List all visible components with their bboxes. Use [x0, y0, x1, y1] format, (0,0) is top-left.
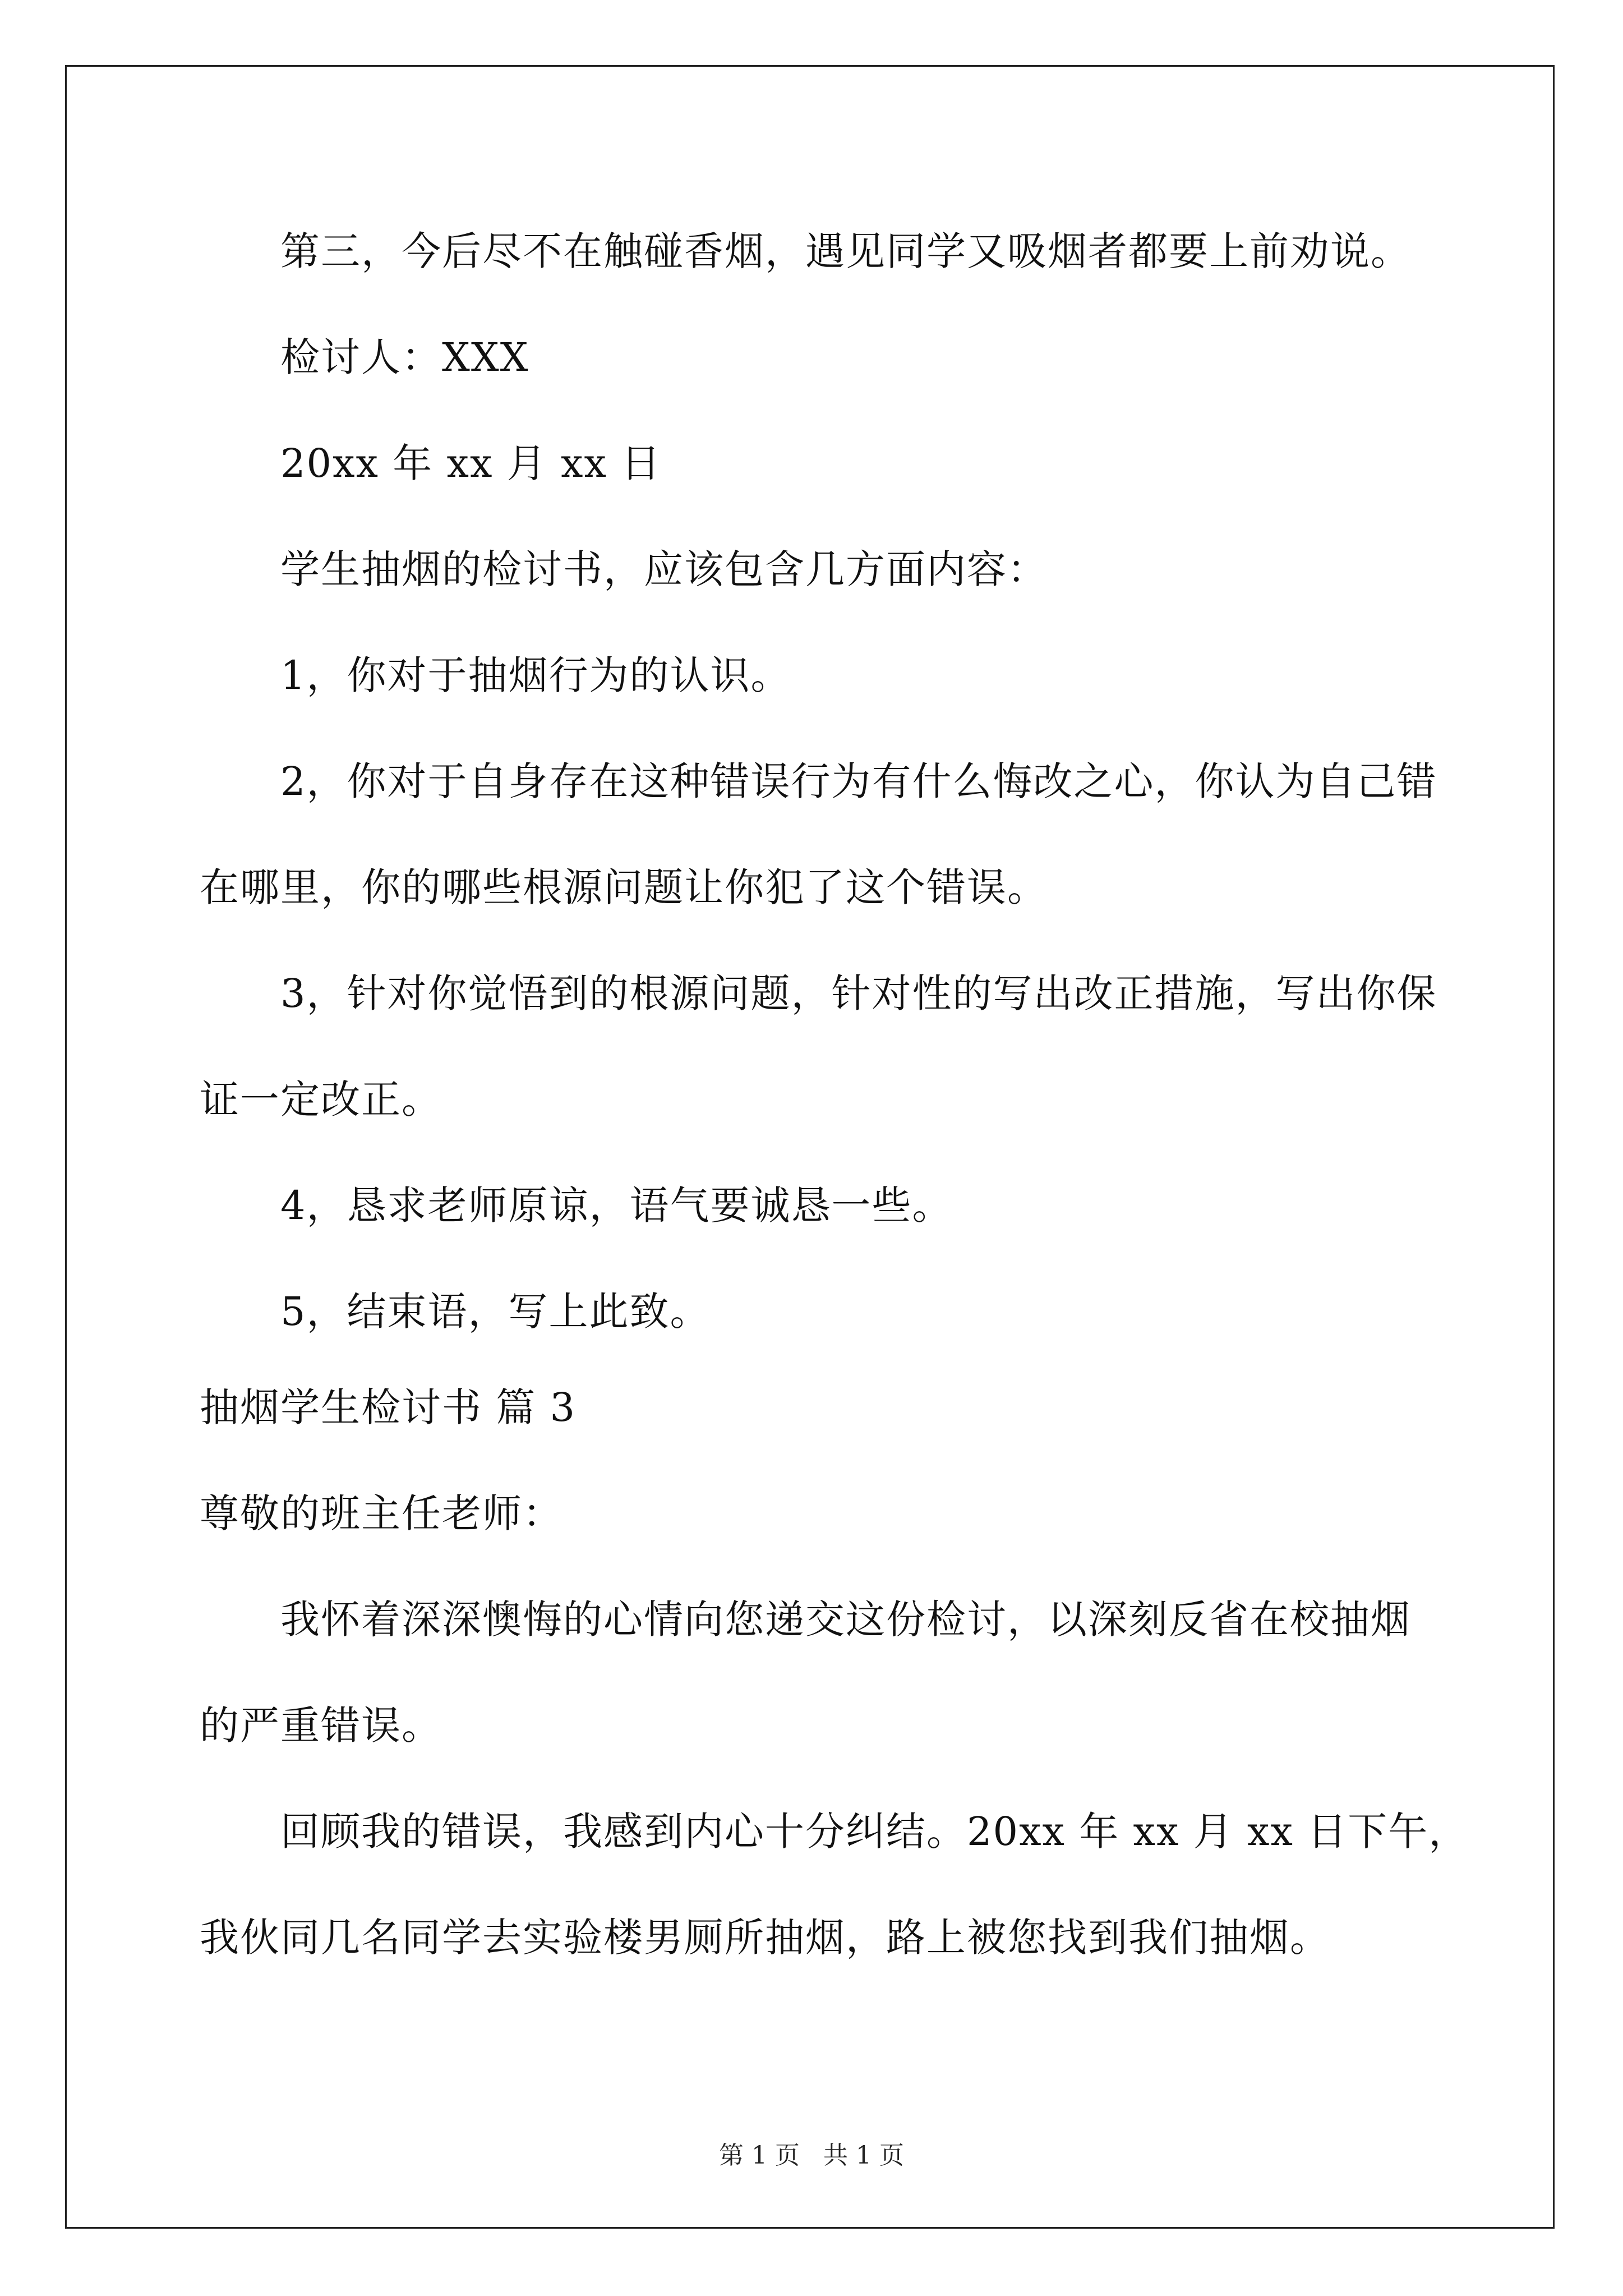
- list-item: 2，你对于自身存在这种错误行为有什么悔改之心，你认为自己错: [280, 758, 1437, 804]
- salutation: 尊敬的班主任老师：: [200, 1490, 563, 1536]
- page-total: 共 1 页: [823, 2141, 904, 2170]
- section-heading: 抽烟学生检讨书 篇 3: [200, 1384, 577, 1430]
- paragraph-line: 的严重错误。: [200, 1703, 442, 1749]
- date-line: 20xx 年 xx 月 xx 日: [280, 440, 662, 486]
- list-item: 1，你对于抽烟行为的认识。: [280, 652, 791, 698]
- list-item: 4，恳求老师原谅，语气要诚恳一些。: [280, 1182, 953, 1228]
- paragraph-line: 第三，今后尽不在触碰香烟，遇见同学又吸烟者都要上前劝说。: [280, 228, 1411, 274]
- list-item-continuation: 证一定改正。: [200, 1076, 442, 1122]
- paragraph-line: 我怀着深深懊悔的心情向您递交这份检讨，以深刻反省在校抽烟: [280, 1596, 1411, 1642]
- page-number: 第 1 页: [719, 2141, 800, 2170]
- paragraph-line: 回顾我的错误，我感到内心十分纠结。20xx 年 xx 月 xx 日下午，: [280, 1809, 1469, 1855]
- paragraph-line: 学生抽烟的检讨书，应该包含几方面内容：: [280, 546, 1048, 592]
- page-border: [65, 65, 1555, 2229]
- paragraph-line: 我伙同几名同学去实验楼男厕所抽烟，路上被您找到我们抽烟。: [200, 1915, 1330, 1961]
- list-item: 5，结束语，写上此致。: [280, 1289, 711, 1335]
- list-item-continuation: 在哪里，你的哪些根源问题让你犯了这个错误。: [200, 864, 1048, 910]
- list-item: 3，针对你觉悟到的根源问题，针对性的写出改正措施，写出你保: [280, 970, 1437, 1016]
- page-footer: [0, 2140, 1623, 2171]
- signature-line: 检讨人：XXX: [280, 334, 529, 380]
